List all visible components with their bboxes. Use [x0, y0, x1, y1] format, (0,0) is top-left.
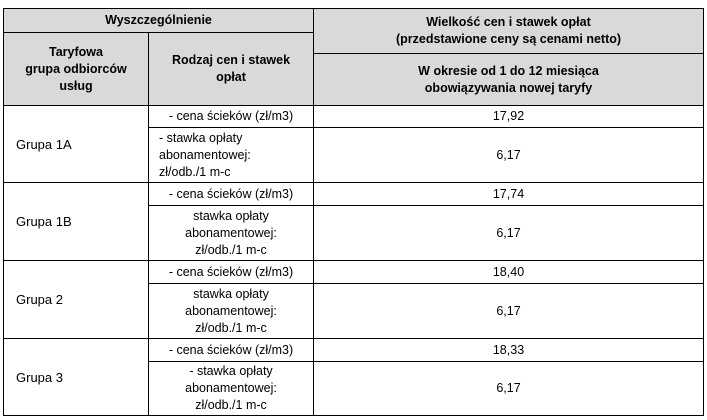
header-price-type: Rodzaj cen i stawek opłat	[149, 33, 314, 106]
price-value: 18,33	[314, 339, 704, 362]
price-value: 18,40	[314, 261, 704, 284]
header-prices-note: (przedstawione ceny są cenami netto)	[395, 32, 622, 46]
table-row	[4, 261, 704, 284]
header-row-1	[4, 9, 704, 33]
header-period-line2: obowiązywania nowej taryfy	[424, 80, 593, 95]
table-row	[4, 339, 704, 362]
fee-label: stawka opłaty abonamentowej: zł/odb./1 m-c	[149, 206, 314, 261]
group-name: Grupa 1B	[4, 183, 149, 261]
price-value: 17,74	[314, 183, 704, 206]
header-prices-title: Wielkość cen i stawek opłat	[426, 15, 591, 29]
group-name: Grupa 3	[4, 339, 149, 416]
price-label: - cena ścieków (zł/m3)	[149, 106, 314, 128]
fee-label: - stawka opłaty abonamentowej: zł/odb./1 m-c	[149, 128, 314, 183]
fee-label: - stawka opłaty abonamentowej: zł/odb./1 m-c	[149, 362, 314, 416]
price-label: - cena ścieków (zł/m3)	[149, 339, 314, 362]
fee-value: 6,17	[314, 362, 704, 416]
table-row	[4, 183, 704, 206]
table-row	[4, 106, 704, 128]
header-period	[314, 54, 704, 106]
header-period-line1: W okresie od 1 do 12 miesiąca	[418, 63, 599, 78]
fee-label: stawka opłaty abonamentowej: zł/odb./1 m-c	[149, 284, 314, 339]
price-value: 17,92	[314, 106, 704, 128]
price-label: - cena ścieków (zł/m3)	[149, 183, 314, 206]
header-customer-group: Taryfowa grupa odbiorców usług	[4, 33, 149, 106]
group-name: Grupa 1A	[4, 106, 149, 183]
fee-value: 6,17	[314, 206, 704, 261]
group-name: Grupa 2	[4, 261, 149, 339]
fee-value: 6,17	[314, 128, 704, 183]
header-specification: Wyszczególnienie	[4, 9, 314, 33]
tariff-table	[3, 8, 704, 416]
fee-value: 6,17	[314, 284, 704, 339]
header-prices	[314, 9, 704, 54]
price-label: - cena ścieków (zł/m3)	[149, 261, 314, 284]
